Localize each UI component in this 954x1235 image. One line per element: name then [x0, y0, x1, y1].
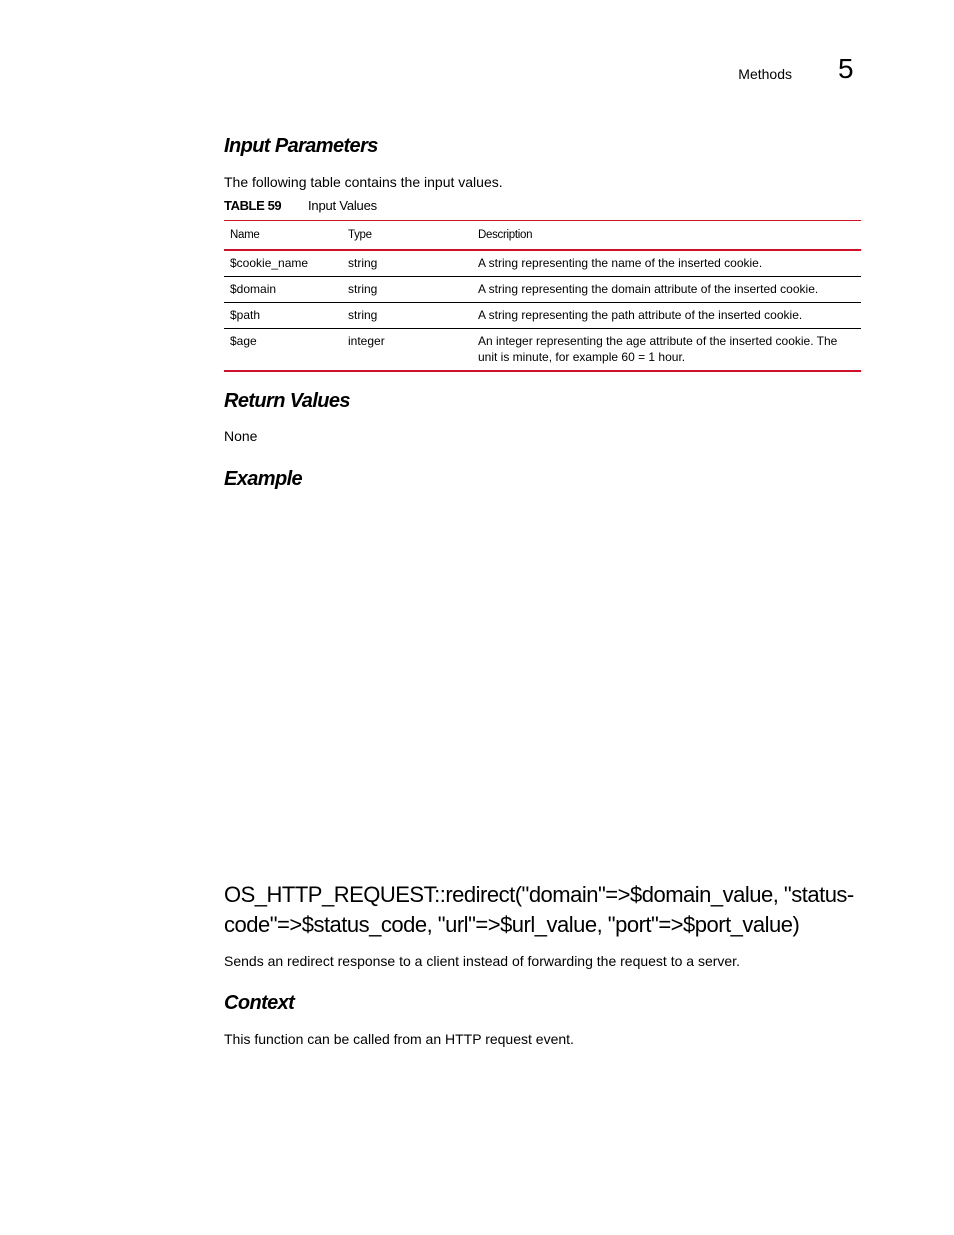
cell-name: $domain: [224, 277, 342, 303]
table-row: [224, 250, 861, 277]
cell-name: $cookie_name: [224, 250, 342, 277]
function-description: Sends an redirect response to a client instead of forwarding the request to a server.: [224, 953, 740, 969]
function-signature-heading: OS_HTTP_REQUEST::redirect("domain"=>$domain_value, "status-code"=>$status_code, "url"=>$url_value, "port"=>$port_value): [224, 882, 854, 937]
table-row: [224, 329, 861, 372]
table-row: [224, 303, 861, 329]
input-parameters-heading: Input Parameters: [224, 135, 378, 157]
column-header-type: Type: [342, 221, 472, 251]
table-caption: [224, 197, 377, 215]
chapter-number: 5: [838, 53, 854, 84]
table-row: [224, 277, 861, 303]
input-values-table: [224, 220, 861, 372]
return-values-heading: Return Values: [224, 390, 350, 412]
column-header-description: Description: [472, 221, 861, 251]
input-parameters-intro: The following table contains the input values.: [224, 174, 503, 190]
context-heading: Context: [224, 992, 295, 1014]
cell-type: string: [342, 250, 472, 277]
table-number: TABLE 59: [224, 198, 282, 213]
context-text: This function can be called from an HTTP request event.: [224, 1031, 574, 1047]
cell-description: An integer representing the age attribute of the inserted cookie. The unit is minute, for example 60 = 1 hour.: [472, 329, 861, 372]
cell-type: string: [342, 303, 472, 329]
cell-name: $age: [224, 329, 342, 372]
example-heading: Example: [224, 468, 303, 490]
cell-description: A string representing the domain attribute of the inserted cookie.: [472, 277, 861, 303]
running-header-section: Methods: [738, 66, 792, 82]
cell-description: A string representing the name of the inserted cookie.: [472, 250, 861, 277]
return-values-text: None: [224, 428, 258, 444]
cell-description: A string representing the path attribute of the inserted cookie.: [472, 303, 861, 329]
table-title: Input Values: [308, 198, 377, 213]
column-header-name: Name: [224, 221, 342, 251]
table-header-row: [224, 221, 861, 251]
cell-type: string: [342, 277, 472, 303]
cell-name: $path: [224, 303, 342, 329]
cell-type: integer: [342, 329, 472, 372]
